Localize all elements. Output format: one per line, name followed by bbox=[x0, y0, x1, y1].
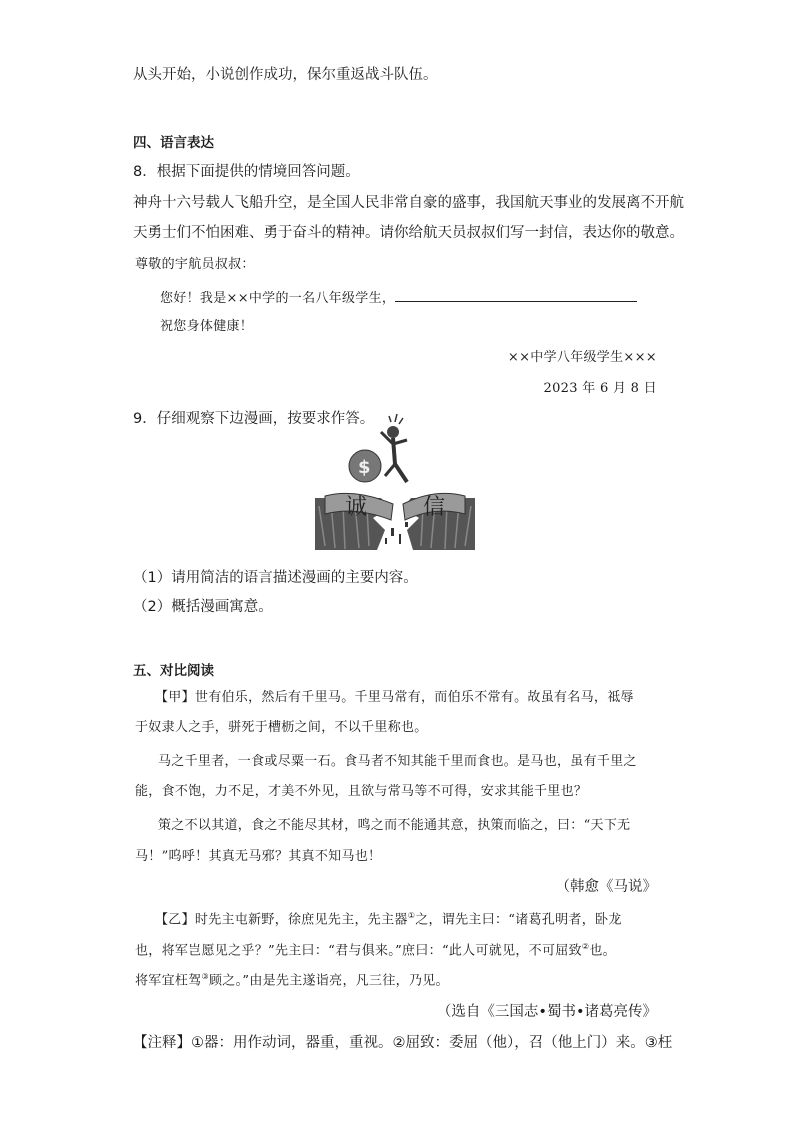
paragraph-line: 天勇士们不怕困难、勇于奋斗的精神。请你给航天员叔叔们写一封信，表达你的敬意。 bbox=[133, 225, 684, 241]
question-9: 9．仔细观察下边漫画，按要求作答。 bbox=[133, 411, 375, 427]
passage-jia: 马之千里者，一食或尽粟一石。食马者不知其能千里而食也。是马也，虽有千里之 bbox=[158, 754, 637, 769]
passage-yi bbox=[135, 943, 616, 957]
letter-signature: ××中学八年级学生××× bbox=[507, 350, 657, 365]
text: 顾之。”由是先主遂诣亮，凡三往，乃见。 bbox=[209, 973, 449, 989]
passage-jia: 于奴隶人之手，骈死于槽枥之间，不以千里称也。 bbox=[135, 720, 428, 735]
footnote-mark: ② bbox=[581, 942, 590, 951]
letter-wish: 祝您身体健康！ bbox=[160, 319, 254, 334]
section-heading: 四、语言表达 bbox=[133, 135, 214, 151]
passage-yi-source: （选自《三国志•蜀书•诸葛亮传》 bbox=[436, 1004, 657, 1020]
text: 之，谓先主曰：“诸葛孔明者，卧龙 bbox=[415, 912, 622, 928]
annotation-note: 【注释】①器：用作动词，器重，重视。②屈致：委屈（他），召（他上门）来。③枉 bbox=[133, 1035, 673, 1051]
paragraph-line: 神舟十六号载人飞船升空，是全国人民非常自豪的盛事，我国航天事业的发展离不开航 bbox=[133, 195, 684, 211]
passage-jia: 策之不以其道，食之不能尽其材，鸣之而不能通其意，执策而临之，曰：“天下无 bbox=[158, 818, 631, 833]
text: 【乙】时先主屯新野，徐庶见先主，先主器 bbox=[155, 912, 408, 928]
comic-illustration bbox=[315, 410, 475, 550]
passage-jia: 【甲】世有伯乐，然后有千里马。千里马常有，而伯乐不常有。故虽有名马，祗辱 bbox=[155, 690, 634, 705]
passage-yi bbox=[155, 912, 622, 926]
letter-body-text: 您好！我是××中学的一名八年级学生， bbox=[160, 291, 396, 306]
falling-man-icon bbox=[381, 414, 407, 482]
footnote-mark: ③ bbox=[201, 972, 209, 981]
debris bbox=[385, 522, 408, 544]
round-sign-mark: $ bbox=[358, 457, 371, 478]
comic-char-left: 诚 bbox=[345, 495, 368, 520]
footnote-mark: ① bbox=[407, 911, 416, 920]
letter-body bbox=[160, 289, 637, 305]
comic-char-right: 信 bbox=[423, 495, 446, 520]
passage-jia: 马！”呜呼！其真无马邪？其真不知马也！ bbox=[135, 849, 382, 864]
text: 也。 bbox=[589, 943, 616, 959]
letter-greeting: 尊敬的宇航员叔叔： bbox=[135, 257, 255, 272]
letter-date: 2023 年 6 月 8 日 bbox=[543, 381, 657, 396]
passage-yi bbox=[135, 973, 449, 987]
question-8: 8．根据下面提供的情境回答问题。 bbox=[133, 164, 360, 180]
section-heading: 五、对比阅读 bbox=[133, 663, 214, 679]
answer-blank[interactable] bbox=[395, 289, 637, 302]
passage-jia: 能，食不饱，力不足，才美不外见，且欲与常马等不可得，安求其能千里也？ bbox=[135, 784, 588, 799]
text: 也，将军岂愿见之乎？”先主曰：“君与俱来。”庶曰：“此人可就见，不可屈致 bbox=[135, 943, 582, 959]
question-9-part-2: （2）概括漫画寓意。 bbox=[133, 599, 273, 615]
text: 将军宜枉驾 bbox=[135, 973, 202, 989]
paragraph-line: 从头开始，小说创作成功，保尔重返战斗队伍。 bbox=[133, 67, 438, 83]
passage-jia-source: （韩愈《马说》 bbox=[555, 879, 657, 895]
question-9-part-1: （1）请用简洁的语言描述漫画的主要内容。 bbox=[133, 570, 418, 586]
